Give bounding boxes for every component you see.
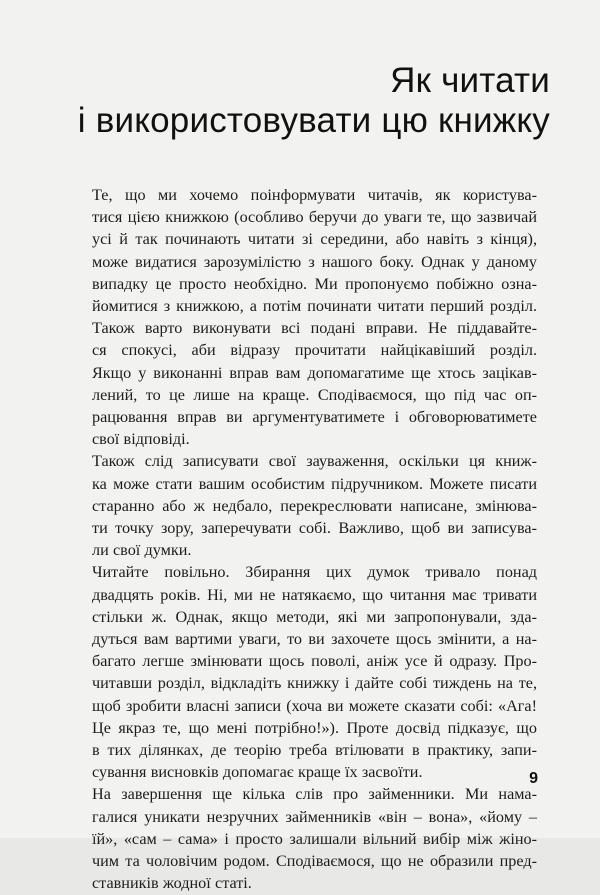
text-line: Це якраз те, що мені потрібно!»). Проте досвід підказує, що — [92, 718, 537, 737]
chapter-title — [78, 61, 550, 141]
text-line: чим та чоловічим родом. Сподіваємося, що не образили пред- — [92, 852, 537, 871]
paragraph-4 — [72, 783, 537, 894]
text-line: старанно або ж недбало, перекреслювати написане, змінюва- — [92, 496, 537, 515]
text-line: дуться вам вартими уваги, то ви захочете щось змінити, а на- — [92, 630, 537, 649]
paragraph-1 — [72, 184, 537, 450]
text-line: йомитися з книжкою, а потім починати читати перший розділ. — [92, 297, 537, 316]
text-line: може видатися зарозумілістю з нашого боку. Однак у даному — [92, 252, 537, 271]
text-line: ся спокусі, аби відразу прочитати найцікавіший розділ. — [92, 341, 537, 360]
text-line: Також варто виконувати всі подані вправи. Не піддавайте- — [92, 319, 537, 338]
text-line: випадку це просто необхідно. Ми пропонуємо побіжно озна- — [92, 274, 537, 293]
text-line: стільки ж. Однак, якщо методи, які ми запропонували, зда- — [92, 607, 537, 626]
text-line: ти точку зору, заперечувати собі. Важливо, щоб ви записува- — [92, 519, 537, 538]
text-line: в тих ділянках, де теорію треба втілювати в практику, запи- — [92, 741, 537, 760]
text-line: На завершення ще кілька слів про займенники. Ми нама- — [92, 785, 537, 804]
paragraph-2 — [72, 450, 537, 561]
text-line: галися уникати незручних займенників «він – вона», «йому – — [92, 807, 537, 826]
text-line: Якщо у виконанні вправ вам допомагатиме ще хтось зацікав- — [92, 363, 537, 382]
text-line: ка може стати вашим особистим підручником. Можете писати — [92, 474, 537, 493]
text-line: Також слід записувати свої зауваження, оскільки ця книж- — [92, 452, 537, 471]
text-line: сування висновків допомагає краще їх засвоїти. — [92, 763, 423, 782]
text-line: ставників жодної статі. — [92, 874, 252, 893]
text-line: щоб зробити власні записи (хоча ви можете сказати собі: «Ага! — [92, 696, 537, 715]
text-line: двадцять років. Ні, ми не натякаємо, що читання має тривати — [92, 585, 537, 604]
text-line: рацювання вправ ви аргументуватимете і обговорюватимете — [92, 408, 537, 427]
paragraph-3 — [72, 561, 537, 783]
chapter-title-line-1: Як читати — [390, 61, 550, 101]
body-text — [72, 184, 537, 895]
text-line: багато легше змінювати щось поволі, аніж усе й одразу. Про- — [92, 652, 537, 671]
text-line: їй», «сам – сама» і просто залишали вільний вибір між жіно- — [92, 829, 537, 848]
page-number: 9 — [529, 770, 538, 787]
text-line: ли свої думки. — [92, 541, 192, 560]
text-line: тися цією книжкою (особливо беручи до уваги те, що зазвичай — [92, 208, 537, 227]
text-line: Читайте повільно. Збирання цих думок тривало понад — [92, 563, 537, 582]
text-line: лений, то це лише на краще. Сподіваємося, що під час оп- — [92, 385, 537, 404]
chapter-title-line-2: і використовувати цю книжку — [77, 101, 550, 141]
text-line: Те, що ми хочемо поінформувати читачів, як користува- — [92, 186, 537, 204]
text-line: свої відповіді. — [92, 430, 190, 449]
text-line: усі й так починають читати зі середини, або навіть з кінця), — [92, 230, 537, 249]
text-line: читавши розділ, відкладіть книжку і дайте собі тиждень на те, — [92, 674, 537, 693]
